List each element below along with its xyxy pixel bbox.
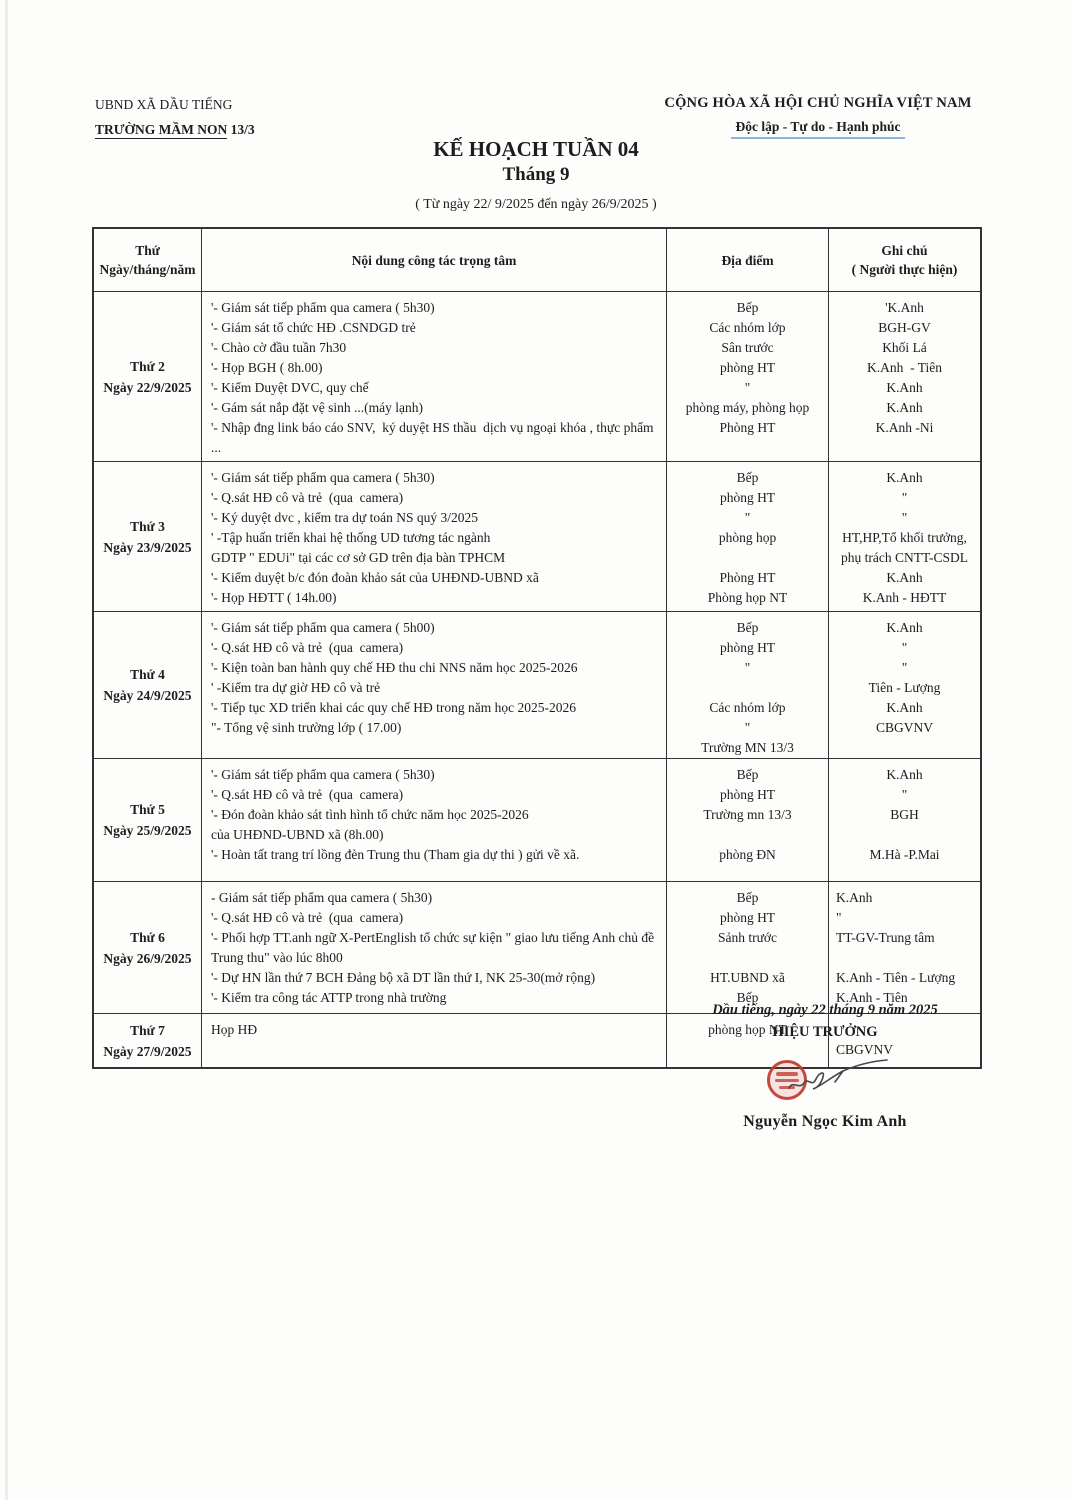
content-line: '- Giám sát tiếp phẩm qua camera ( 5h30) bbox=[211, 300, 435, 315]
org-name-suffix: 13/3 bbox=[227, 122, 255, 137]
location-line: Các nhóm lớp bbox=[709, 700, 786, 715]
content-cell bbox=[202, 1014, 667, 1067]
header-col-day-line2: Ngày/tháng/năm bbox=[99, 262, 196, 277]
location-line: phòng ĐN bbox=[719, 847, 776, 862]
content-line: '- Nhập đng link báo cáo SNV, ký duyệt HS thầu dịch vụ ngoại khóa , thực phẩm ... bbox=[211, 420, 657, 455]
notes-line: K.Anh bbox=[886, 570, 923, 585]
location-line bbox=[667, 678, 828, 698]
notes-line: Tiên - Lượng bbox=[868, 680, 941, 695]
notes-line: CBGVNV bbox=[836, 1042, 894, 1057]
notes-line: K.Anh bbox=[886, 400, 923, 415]
notes-line: K.Anh bbox=[886, 470, 923, 485]
date-range: ( Từ ngày 22/ 9/2025 đến ngày 26/9/2025 ) bbox=[415, 197, 657, 212]
notes-line: K.Anh bbox=[886, 700, 923, 715]
header-col-notes bbox=[829, 229, 980, 291]
content-cell bbox=[202, 759, 667, 881]
date-label: Ngày 27/9/2025 bbox=[103, 1043, 192, 1059]
notes-line: " bbox=[901, 510, 908, 525]
date-label: Ngày 24/9/2025 bbox=[103, 688, 192, 703]
day-cell bbox=[94, 292, 202, 461]
table-row bbox=[94, 462, 980, 612]
location-line: Bếp bbox=[736, 990, 759, 1005]
org-name: TRƯỜNG MẦM NON bbox=[95, 122, 228, 137]
content-line: Họp HĐ bbox=[211, 1022, 258, 1037]
content-line: của UHĐND-UBND xã (8h.00) bbox=[211, 827, 384, 842]
header-col-day bbox=[94, 229, 202, 291]
content-line: '- Ký duyệt dvc , kiểm tra dự toán NS quý 3/2025 bbox=[211, 510, 478, 525]
content-line: '- Q.sát HĐ cô và trẻ (qua camera) bbox=[211, 490, 404, 505]
day-cell bbox=[94, 1014, 202, 1067]
location-line: Sân trước bbox=[721, 340, 774, 355]
footer-place-date: Dầu tiếng, ngày 22 tháng 9 năm 2025 bbox=[712, 1002, 938, 1018]
notes-line: K.Anh bbox=[886, 767, 923, 782]
location-cell bbox=[667, 612, 829, 758]
page-subtitle: Tháng 9 bbox=[502, 164, 570, 185]
notes-line: " bbox=[901, 640, 908, 655]
notes-line: K.Anh - Tiên bbox=[866, 360, 942, 375]
date-label: Ngày 25/9/2025 bbox=[103, 823, 192, 838]
table-row bbox=[94, 759, 980, 882]
location-line: Bếp bbox=[736, 300, 759, 315]
location-line: Phòng họp NT bbox=[707, 590, 788, 605]
notes-line: phụ trách CNTT-CSDL bbox=[841, 550, 968, 565]
content-line: '- Q.sát HĐ cô và trẻ (qua camera) bbox=[211, 640, 404, 655]
location-cell bbox=[667, 882, 829, 1013]
signature-icon bbox=[783, 1048, 893, 1104]
day-cell bbox=[94, 759, 202, 881]
notes-line: HT,HP,Tổ khối trưởng, bbox=[842, 530, 967, 545]
content-cell bbox=[202, 462, 667, 611]
issuing-org-block bbox=[95, 92, 255, 142]
notes-line: 'K.Anh bbox=[885, 300, 924, 315]
signer-name: Nguyễn Ngọc Kim Anh bbox=[743, 1113, 907, 1130]
location-line: Trường MN 13/3 bbox=[701, 740, 794, 755]
day-label: Thứ 4 bbox=[130, 667, 165, 682]
org-line1: UBND XÃ DẦU TIẾNG bbox=[95, 97, 233, 112]
notes-line: " bbox=[836, 910, 842, 925]
location-line bbox=[667, 825, 828, 845]
content-line: '- Kiện toàn ban hành quy chế HĐ thu chi NNS năm học 2025-2026 bbox=[211, 660, 578, 675]
header-col-content-label: Nội dung công tác trọng tâm bbox=[351, 252, 517, 268]
location-cell bbox=[667, 292, 829, 461]
date-label: Ngày 26/9/2025 bbox=[103, 950, 192, 966]
notes-line: K.Anh bbox=[836, 890, 873, 905]
national-header-block bbox=[618, 95, 1018, 139]
date-label: Ngày 23/9/2025 bbox=[103, 539, 192, 555]
notes-line: BGH-GV bbox=[878, 320, 931, 335]
notes-line: BGH bbox=[890, 807, 919, 822]
content-line: '- Họp HĐTT ( 14h.00) bbox=[211, 590, 337, 605]
notes-line: TT-GV-Trung tâm bbox=[836, 930, 935, 945]
location-line bbox=[667, 548, 828, 568]
content-line: '- Đón đoàn khảo sát tình hình tổ chức năm học 2025-2026 bbox=[211, 807, 529, 822]
content-line: '- Họp BGH ( 8h.00) bbox=[211, 360, 323, 375]
location-line: phòng họp bbox=[718, 530, 777, 545]
day-label: Thứ 3 bbox=[130, 518, 165, 534]
content-line: '- Kiểm Duyệt DVC, quy chế bbox=[211, 380, 369, 395]
location-line: Phòng HT bbox=[719, 570, 776, 585]
notes-cell bbox=[829, 882, 980, 1013]
content-line: Trung thu" vào lúc 8h00 bbox=[211, 950, 343, 965]
location-line: phòng HT bbox=[719, 787, 776, 802]
content-line: ' -Tập huấn triển khai hệ thống UD tương tác ngành bbox=[211, 530, 491, 545]
location-line: Bếp bbox=[736, 767, 759, 782]
header-col-location-label: Địa điểm bbox=[721, 252, 774, 268]
national-motto-line2: Độc lập - Tự do - Hạnh phúc bbox=[731, 119, 904, 139]
signer-title: HIỆU TRƯỞNG bbox=[772, 1024, 878, 1040]
location-line: phòng máy, phòng họp bbox=[685, 400, 810, 415]
table-row bbox=[94, 882, 980, 1014]
notes-line: Khối Lá bbox=[882, 340, 927, 355]
location-line: " bbox=[744, 380, 751, 395]
notes-line: K.Anh - Tiên bbox=[836, 990, 908, 1005]
content-line: '- Dự HN lần thứ 7 BCH Đảng bộ xã DT lần thứ I, NK 25-30(mở rộng) bbox=[211, 970, 596, 985]
day-cell bbox=[94, 882, 202, 1013]
notes-line: K.Anh bbox=[886, 620, 923, 635]
content-line: '- Giám sát tổ chức HĐ .CSNDGD trẻ bbox=[211, 320, 416, 335]
day-label: Thứ 5 bbox=[130, 802, 165, 817]
date-label: Ngày 22/9/2025 bbox=[103, 379, 192, 395]
content-line: - Giám sát tiếp phẩm qua camera ( 5h30) bbox=[211, 890, 433, 905]
header-col-day-line1: Thứ bbox=[135, 243, 160, 258]
notes-line bbox=[829, 825, 980, 845]
content-cell bbox=[202, 612, 667, 758]
content-line: '- Kiểm tra công tác ATTP trong nhà trường bbox=[211, 990, 447, 1005]
location-cell bbox=[667, 759, 829, 881]
content-line: '- Gám sát nắp đặt vệ sinh ...(máy lạnh) bbox=[211, 400, 423, 415]
day-label: Thứ 2 bbox=[130, 358, 165, 374]
content-line: '- Hoàn tất trang trí lồng đèn Trung thu (Tham gia dự thi ) gửi về xã. bbox=[211, 847, 580, 862]
location-line bbox=[667, 948, 828, 968]
content-line: '- Q.sát HĐ cô và trẻ (qua camera) bbox=[211, 787, 404, 802]
content-line: GDTP " EDUi" tại các cơ sở GD trên địa bàn TPHCM bbox=[211, 550, 506, 565]
notes-cell bbox=[829, 462, 980, 611]
header-col-content bbox=[202, 229, 667, 291]
notes-line: CBGVNV bbox=[875, 720, 933, 735]
location-line: phòng HT bbox=[719, 910, 776, 925]
plan-table bbox=[92, 227, 982, 1069]
table-row bbox=[94, 612, 980, 759]
notes-line: " bbox=[901, 490, 908, 505]
header-col-location bbox=[667, 229, 829, 291]
day-cell bbox=[94, 612, 202, 758]
content-line: '- Kiểm duyệt b/c đón đoàn khảo sát của UHĐND-UBND xã bbox=[211, 570, 539, 585]
notes-line: M.Hà -P.Mai bbox=[869, 847, 940, 862]
national-motto-line1: CỘNG HÒA XÃ HỘI CHỦ NGHĨA VIỆT NAM bbox=[664, 95, 972, 111]
content-line: '- Giám sát tiếp phẩm qua camera ( 5h00) bbox=[211, 620, 435, 635]
location-line: Sảnh trước bbox=[717, 930, 778, 945]
notes-line bbox=[836, 948, 980, 968]
day-label: Thứ 7 bbox=[130, 1022, 165, 1038]
page-title: KẾ HOẠCH TUẦN 04 bbox=[433, 137, 639, 161]
notes-cell bbox=[829, 759, 980, 881]
notes-cell bbox=[829, 612, 980, 758]
content-line: '- Giám sát tiếp phẩm qua camera ( 5h30) bbox=[211, 470, 435, 485]
notes-line: K.Anh - Tiên - Lượng bbox=[836, 970, 956, 985]
notes-cell bbox=[829, 292, 980, 461]
location-line: phòng họp NT bbox=[708, 1022, 787, 1037]
header-col-notes-line1: Ghi chú bbox=[881, 243, 928, 258]
content-line: "- Tổng vệ sinh trường lớp ( 17.00) bbox=[211, 720, 402, 735]
content-line: '- Tiếp tục XD triển khai các quy chế HĐ trong năm học 2025-2026 bbox=[211, 700, 576, 715]
notes-line: K.Anh bbox=[886, 380, 923, 395]
location-line: Bếp bbox=[736, 890, 759, 905]
content-line: '- Phối hợp TT.anh ngữ X-PertEnglish tổ chức sự kiện " giao lưu tiếng Anh chủ đề bbox=[211, 930, 655, 945]
table-header-row bbox=[94, 229, 980, 292]
content-cell bbox=[202, 882, 667, 1013]
day-label: Thứ 6 bbox=[130, 929, 165, 945]
location-line: Trường mn 13/3 bbox=[703, 807, 792, 822]
notes-line: K.Anh - HĐTT bbox=[862, 590, 947, 605]
scan-edge-artifact bbox=[5, 0, 8, 1500]
location-line: Bếp bbox=[736, 620, 759, 635]
notes-line: K.Anh -Ni bbox=[875, 420, 934, 435]
day-cell bbox=[94, 462, 202, 611]
location-line: Các nhóm lớp bbox=[709, 320, 786, 335]
content-line: ' -Kiểm tra dự giờ HĐ cô và trẻ bbox=[211, 680, 381, 695]
header-col-notes-line2: ( Người thực hiện) bbox=[851, 262, 958, 277]
location-line: HT.UBND xã bbox=[710, 970, 785, 985]
content-line: '- Chào cờ đầu tuần 7h30 bbox=[211, 340, 347, 355]
content-line: '- Giám sát tiếp phẩm qua camera ( 5h30) bbox=[211, 767, 435, 782]
location-line: phòng HT bbox=[719, 360, 776, 375]
location-line: Phòng HT bbox=[719, 420, 776, 435]
notes-line: " bbox=[901, 660, 908, 675]
notes-line: " bbox=[901, 787, 908, 802]
location-line: phòng HT bbox=[719, 490, 776, 505]
location-line: " bbox=[744, 660, 751, 675]
table-row bbox=[94, 292, 980, 462]
content-cell bbox=[202, 292, 667, 461]
location-line: " bbox=[744, 510, 751, 525]
location-line: " bbox=[744, 720, 751, 735]
location-line: Bếp bbox=[736, 470, 759, 485]
location-cell bbox=[667, 462, 829, 611]
content-line: '- Q.sát HĐ cô và trẻ (qua camera) bbox=[211, 910, 404, 925]
location-line: phòng HT bbox=[719, 640, 776, 655]
